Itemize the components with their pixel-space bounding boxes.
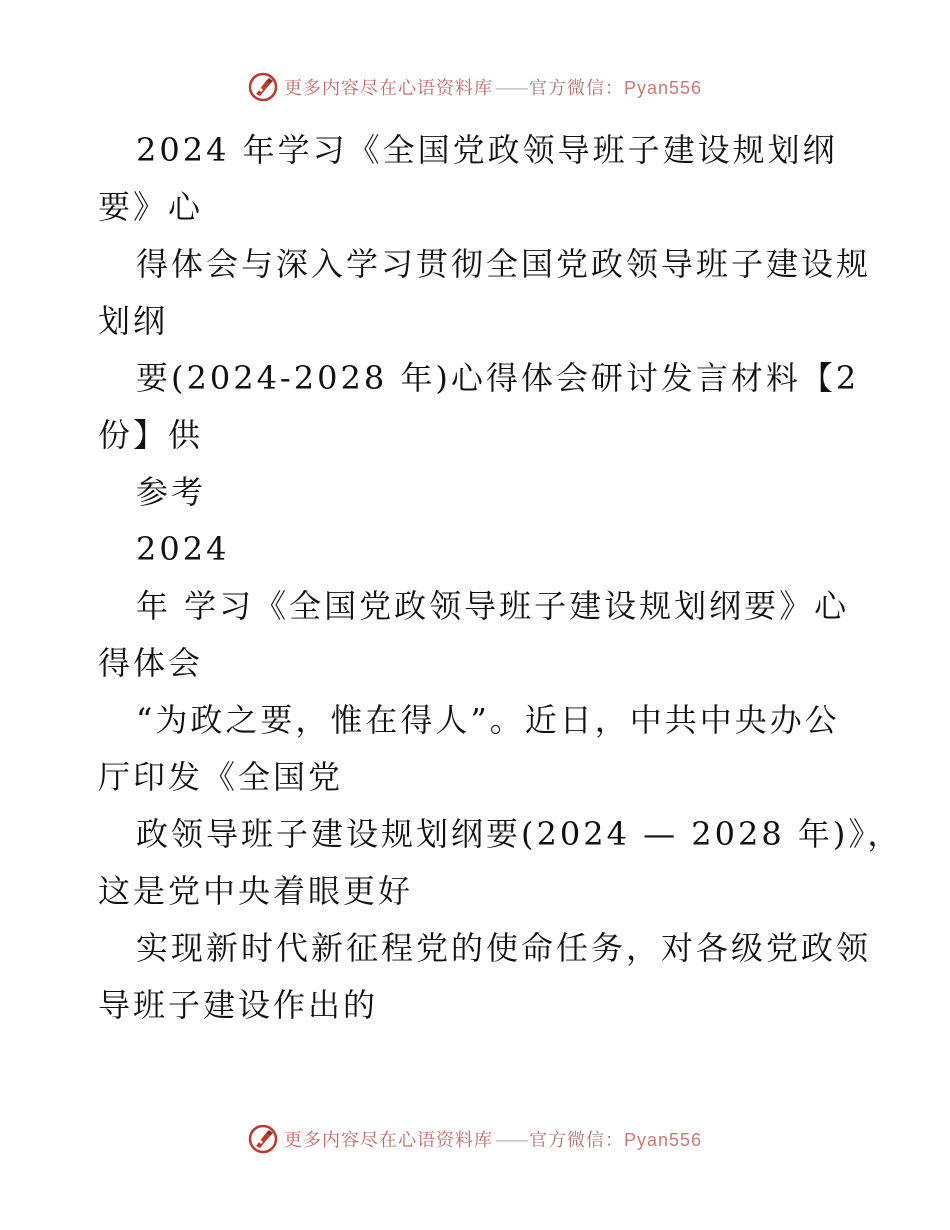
text-line: 得体会与深入学习贯彻全国党政领导班子建设规 bbox=[136, 245, 872, 283]
watermark-library-text: 更多内容尽在心语资料库 bbox=[283, 78, 493, 99]
watermark-library-text: 更多内容尽在心语资料库 bbox=[283, 1130, 493, 1151]
text-line: 划纲 bbox=[98, 302, 169, 340]
watermark-separator: —— bbox=[494, 1130, 527, 1151]
text-line: 这是党中央着眼更好 bbox=[98, 872, 414, 910]
watermark-wechat-id: Pyan556 bbox=[623, 1130, 703, 1150]
watermark-official-text: 官方微信： bbox=[528, 78, 624, 99]
pen-nib-circle-icon bbox=[248, 72, 278, 102]
text-line: 要(2024-2028 年)心得体会研讨发言材料【2 bbox=[136, 359, 860, 397]
text-line: 参考 bbox=[136, 473, 207, 511]
watermark-text bbox=[284, 74, 702, 100]
text-line: 厅印发《全国党 bbox=[98, 758, 344, 796]
document-body bbox=[98, 122, 903, 1034]
text-line: 份】供 bbox=[98, 416, 204, 454]
text-line: “为政之要，惟在得人”。近日，中共中央办公 bbox=[136, 701, 840, 739]
text-line: 导班子建设作出的 bbox=[98, 986, 379, 1024]
text-line: 要》心 bbox=[98, 188, 204, 226]
text-line: 得体会 bbox=[98, 644, 204, 682]
text-line: 实现新时代新征程党的使命任务，对各级党政领 bbox=[136, 929, 872, 967]
watermark-text bbox=[284, 1126, 702, 1152]
text-line: 政领导班子建设规划纲要(2024 — 2028 年)》， bbox=[136, 815, 903, 853]
watermark-wechat-id: Pyan556 bbox=[623, 78, 703, 98]
text-line: 2024 bbox=[136, 530, 230, 568]
text-line: 年 学习《全国党政领导班子建设规划纲要》心 bbox=[136, 587, 850, 625]
footer-watermark bbox=[0, 1124, 950, 1154]
text-line: 2024 年学习《全国党政领导班子建设规划纲 bbox=[136, 131, 838, 169]
watermark-official-text: 官方微信： bbox=[528, 1130, 624, 1151]
watermark-separator: —— bbox=[494, 78, 527, 99]
header-watermark bbox=[0, 72, 950, 102]
pen-nib-circle-icon bbox=[248, 1124, 278, 1154]
